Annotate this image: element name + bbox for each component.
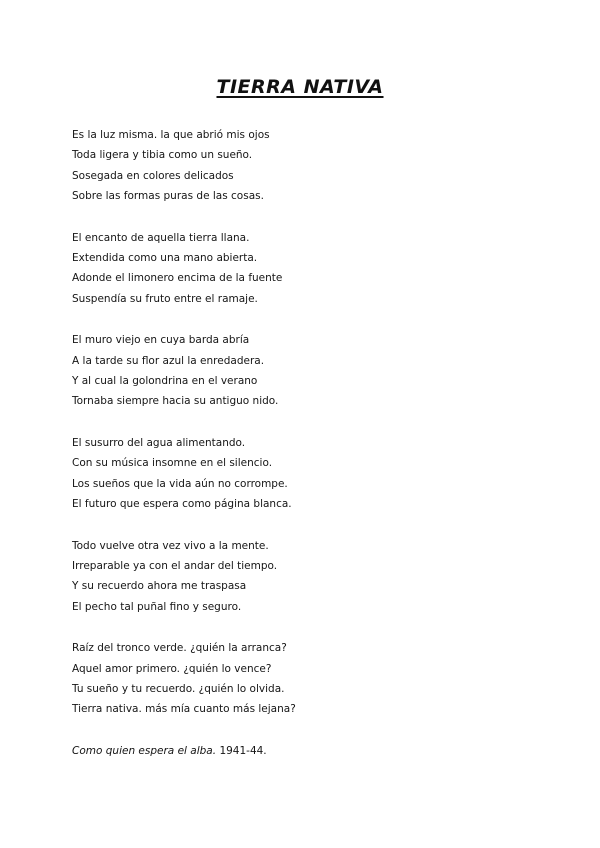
stanza-4 <box>72 433 532 515</box>
poem-line: Irreparable ya con el andar del tiempo. <box>72 559 278 572</box>
source-book: Como quien espera el alba. <box>72 744 217 757</box>
stanza-2 <box>72 228 532 310</box>
poem-body <box>72 125 532 761</box>
poem-line: Aquel amor primero. ¿quién lo vence? <box>72 662 272 675</box>
poem-line: Tu sueño y tu recuerdo. ¿quién lo olvida. <box>72 682 285 695</box>
poem-line: Suspendía su fruto entre el ramaje. <box>72 292 258 305</box>
poem-line: Los sueños que la vida aún no corrompe. <box>72 477 288 490</box>
stanza-1 <box>72 125 532 207</box>
poem-title: TIERRA NATIVA <box>216 76 384 98</box>
poem-line: Adonde el limonero encima de la fuente <box>72 272 283 285</box>
poem-line: Sobre las formas puras de las cosas. <box>72 190 264 203</box>
poem-line: Extendida como una mano abierta. <box>72 252 258 265</box>
stanza-5 <box>72 536 532 618</box>
stanza-6 <box>72 638 532 720</box>
poem-line: A la tarde su flor azul la enredadera. <box>72 354 265 367</box>
poem-line: Raíz del tronco verde. ¿quién la arranca? <box>72 642 287 655</box>
poem-line: Tierra nativa. más mía cuanto más lejana? <box>72 703 296 716</box>
poem-line: Tornaba siempre hacia su antiguo nido. <box>72 395 279 408</box>
stanza-3 <box>72 330 532 412</box>
poem-line: El susurro del agua alimentando. <box>72 436 246 449</box>
source-citation <box>72 741 532 761</box>
poem-line: Y su recuerdo ahora me traspasa <box>72 580 247 593</box>
poem-line: El muro viejo en cuya barda abría <box>72 334 250 347</box>
poem-line: El futuro que espera como página blanca. <box>72 498 292 511</box>
source-years: 1941-44. <box>219 744 267 757</box>
poem-line: Con su música insomne en el silencio. <box>72 457 273 470</box>
poem-line: El encanto de aquella tierra llana. <box>72 231 250 244</box>
poem-line: Y al cual la golondrina en el verano <box>72 375 258 388</box>
poem-line: Es la luz misma. la que abrió mis ojos <box>72 129 270 141</box>
poem-line: Todo vuelve otra vez vivo a la mente. <box>72 539 269 552</box>
poem-line: El pecho tal puñal fino y seguro. <box>72 600 242 613</box>
poem-line: Sosegada en colores delicados <box>72 169 234 182</box>
poem-line: Toda ligera y tibia como un sueño. <box>72 149 253 162</box>
